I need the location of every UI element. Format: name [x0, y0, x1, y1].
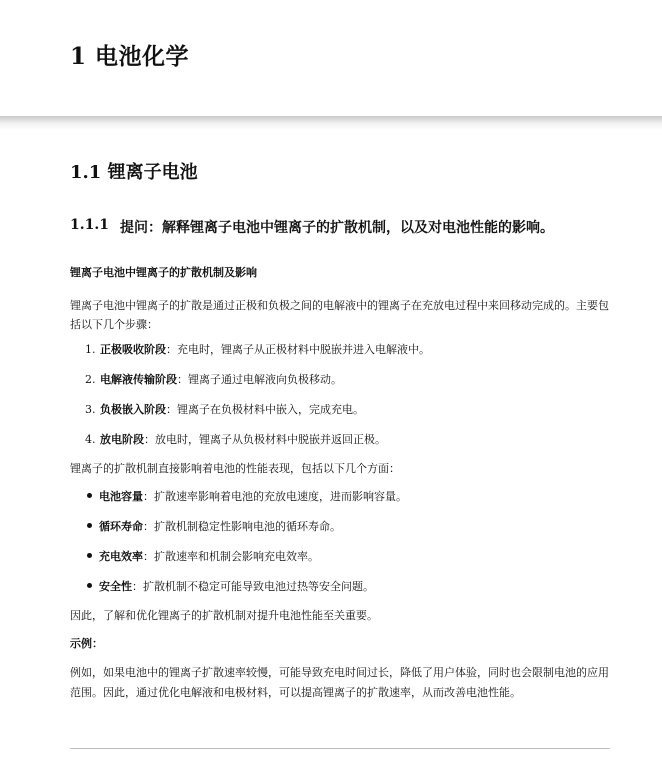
body-heading: 锂离子电池中锂离子的扩散机制及影响: [70, 266, 257, 279]
list-item: [70, 430, 612, 449]
section-title: 1.1 锂离子电池: [70, 162, 198, 183]
bullet-icon: [87, 553, 92, 558]
example-paragraph: 例如，如果电池中的锂离子扩散速率较慢，可能导致充电时间过长，降低了用户体验，同时也会限制电池的应用范围。因此，通过优化电解液和电极材料，可以提高锂离子的扩散速率，从而改善电池性能。: [70, 666, 609, 699]
step-term: 放电阶段: [100, 433, 144, 446]
intro-paragraph: 锂离子电池中锂离子的扩散是通过正极和负极之间的电解液中的锂离子在充放电过程中来回移动完成的。主要包括以下几个步骤：: [70, 299, 609, 331]
chapter-header: [0, 0, 662, 116]
bullet-icon: [87, 523, 92, 528]
aspects-list: [70, 487, 612, 596]
list-marker: 2.: [85, 373, 96, 386]
aspect-text: ：扩散机制稳定性影响电池的循环寿命。: [143, 520, 341, 533]
list-item: [70, 400, 612, 419]
bullet-icon: [87, 493, 92, 498]
step-text: ：锂离子在负极材料中嵌入，完成充电。: [166, 403, 364, 416]
aspect-text: ：扩散机制不稳定可能导致电池过热等安全问题。: [132, 580, 374, 593]
list-item: [70, 577, 612, 596]
footer-divider: [70, 748, 610, 749]
step-text: ：放电时，锂离子从负极材料中脱嵌并返回正极。: [144, 433, 386, 446]
subsection-number: 1.1.1: [70, 217, 109, 233]
list-item: [70, 487, 612, 506]
aspect-text: ：扩散速率影响着电池的充放电速度，进而影响容量。: [143, 490, 407, 503]
list-item: [70, 340, 612, 359]
chapter-title: 1 电池化学: [70, 43, 190, 70]
step-text: ：充电时，锂离子从正极材料中脱嵌并进入电解液中。: [166, 343, 430, 356]
list-marker: 1.: [85, 343, 96, 356]
step-term: 正极吸收阶段: [100, 343, 166, 356]
step-term: 负极嵌入阶段: [100, 403, 166, 416]
step-text: ：锂离子通过电解液向负极移动。: [177, 373, 342, 386]
steps-list: [70, 340, 612, 449]
list-item: [70, 517, 612, 536]
bullet-icon: [87, 583, 92, 588]
list-item: [70, 370, 612, 389]
conclusion-paragraph: 因此，了解和优化锂离子的扩散机制对提升电池性能至关重要。: [70, 609, 378, 622]
example-label: 示例：: [70, 637, 103, 650]
subsection-title: 提问：解释锂离子电池中锂离子的扩散机制，以及对电池性能的影响。: [120, 220, 554, 236]
subsection-heading: [70, 217, 612, 237]
list-marker: 3.: [85, 403, 96, 416]
page-separator: [0, 116, 662, 130]
aspect-term: 充电效率: [99, 550, 143, 563]
aspect-term: 循环寿命: [99, 520, 143, 533]
list-item: [70, 547, 612, 566]
aspect-text: ：扩散速率和机制会影响充电效率。: [143, 550, 319, 563]
aspect-term: 安全性: [99, 580, 132, 593]
impact-paragraph: 锂离子的扩散机制直接影响着电池的性能表现，包括以下几个方面：: [70, 462, 400, 475]
aspect-term: 电池容量: [99, 490, 143, 503]
page-content: [70, 158, 612, 702]
list-marker: 4.: [85, 433, 96, 446]
step-term: 电解液传输阶段: [100, 373, 177, 386]
